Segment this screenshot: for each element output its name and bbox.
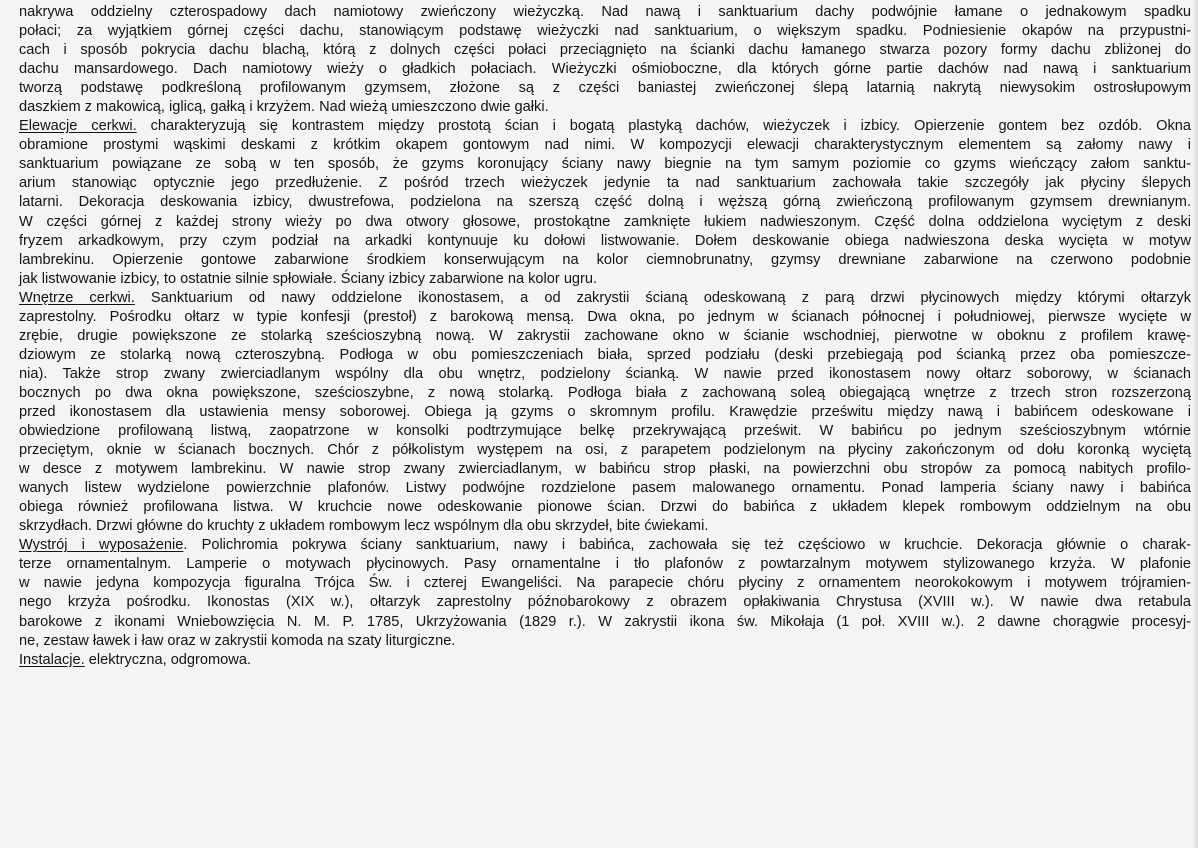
- paragraph-line: połaci; za wyjątkiem górnej części dachu, stanowiącym podstawę wieżyczki nad sanktuarium, o większym spadku. Podniesienie okapów na przypustni-: [19, 23, 1191, 40]
- section-heading: Instalacje.: [19, 651, 85, 668]
- paragraph-line: obwiedzione profilowaną listwą, zaopatrzone w konsolki podtrzymujące belkę przekrywającą prześwit. W babińcu po jednym sześcioszybnym wtórnie: [19, 423, 1191, 440]
- paragraph-line: przed ikonostasem dla ustawienia mensy soborowej. Obiega ją gzyms o skromnym profilu. Krawędzie prześwitu między nawą i babińcem odeskowane i: [19, 403, 1191, 420]
- paragraph-line: w desce z motywem lambrekinu. W nawie strop zwany zwierciadlanym, w babińcu strop płaski, na powierzchni obu stropów za pomocą nabitych profilo-: [19, 461, 1191, 478]
- paragraph-line: jak listwowanie izbicy, to ostatnie silnie spłowiałe. Ściany izbicy zabarwione na kolor ugru.: [19, 270, 598, 287]
- paragraph-line: nakrywa oddzielny czterospadowy dach namiotowy zwieńczony wieżyczką. Nad nawą i sanktuarium dachy podwójnie łamane o jednakowym spadku: [19, 4, 1191, 20]
- paragraph-line: barokowe z ikonami Wniebowzięcia N. M. P. 1785, Ukrzyżowania (1829 r.). W zakrystii ikona św. Mikołaja (1 poł. XVIII w.). 2 dawne chorągwie procesyj-: [19, 613, 1191, 630]
- paragraph-line: nego krzyża pośrodku. Ikonostas (XIX w.), ołtarzyk zaprestolny późnobarokowy z obrazem opłakiwania Chrystusa (XVIII w.). W nawie dwa retabula: [19, 594, 1191, 611]
- document-body: [19, 3, 1191, 670]
- paragraph-line: [19, 289, 1191, 308]
- page-edge-shadow: [1192, 0, 1198, 848]
- paragraph-line: latarni. Dekoracja deskowania izbicy, dwustrefowa, podzielona na szerszą część dolną i węższą górną zwieńczoną profilowanym gzymsem drewnianym.: [19, 194, 1191, 211]
- paragraph-line: dziowym ze stolarką nową czteroszybną. Podłoga w obu pomieszczeniach biała, sprzed podziału (deski przebiegają pod ścianką przez oba pomieszcze-: [19, 346, 1191, 363]
- paragraph-line: przeciętym, oknie w ścianach bocznych. Chór z półkolistym występem na osi, z parapetem podzielonym na płyciny zakończonym od dołu koronką wyciętą: [19, 442, 1191, 459]
- paragraph-line: skrzydłach. Drzwi główne do kruchty z układem rombowym lecz wspólnym dla obu skrzydeł, bite ćwiekami.: [19, 518, 709, 535]
- paragraph-text: Sanktuarium od nawy oddzielone ikonostasem, a od zakrystii ścianą odeskowaną z parą drzwi płycinowych między którymi ołtarzyk: [134, 289, 1191, 306]
- paragraph-line: nia). Także strop zwany zwierciadlanym wspólny dla obu wnętrz, podzielony ścianką. W nawie przed ikonostasem nowy ołtarz soborowy, w ścianach: [19, 365, 1191, 382]
- paragraph-line: [19, 651, 1191, 670]
- section-heading: Wystrój i wyposażenie: [19, 537, 184, 554]
- paragraph-line: W części górnej z każdej strony wieży po dwa otwory głosowe, prostokątne zamknięte łukiem nadwieszonym. Część dolna oddzielona wyciętym z deski: [19, 213, 1191, 230]
- paragraph-line: zrębie, drugie powiększone ze stolarką sześcioszybną nową. W zakrystii zachowane okno w ścianie wschodniej, pierwotne w oboknu z profilem krawę-: [19, 327, 1191, 344]
- section-intro: [19, 3, 1191, 117]
- paragraph-line: sanktuarium powiązane ze sobą w ten sposób, że gzyms koronujący ściany nawy biegnie na tym samym poziomie co gzyms wieńczący załom sanktu-: [19, 156, 1191, 173]
- paragraph-line: cach i sposób pokrycia dachu blachą, którą z dolnych części połaci przeciągnięto na ścianki dachu łamanego stwarza pozory formy dachu zbliżonej do: [19, 42, 1191, 59]
- section-heading: Elewacje cerkwi.: [19, 118, 137, 135]
- section-heading: Wnętrze cerkwi.: [19, 289, 135, 306]
- section-wystroj: [19, 536, 1191, 650]
- section-elewacje: [19, 117, 1191, 288]
- paragraph-line: terze ornamentalnym. Lamperie o motywach płycinowych. Pasy ornamentalne i tło plafonów z powtarzalnym motywem stylizowanego krzyża. W plafonie: [19, 556, 1191, 573]
- paragraph-text: elektryczna, odgromowa.: [84, 651, 252, 668]
- paragraph-line: ne, zestaw ławek i ław oraz w zakrystii komoda na szaty liturgiczne.: [19, 632, 456, 649]
- paragraph-line: daszkiem z makowicą, iglicą, gałką i krzyżem. Nad wieżą umieszczono dwie gałki.: [19, 99, 549, 116]
- paragraph-line: w nawie jedyna kompozycja figuralna Trójca Św. i czterej Ewangeliści. Na parapecie chóru płyciny z ornamentem neorokokowym i motywem trójramien-: [19, 575, 1191, 592]
- paragraph-line: arium stanowiąc optycznie jego przedłużenie. Z pośród trzech wieżyczek jedynie ta nad sanktuarium zachowała takie szczegóły jak płyciny ślepych: [19, 175, 1191, 192]
- paragraph-text: charakteryzują się kontrastem między prostotą ścian i bogatą plastyką dachów, wieżyczek i izbicy. Opierzenie gontem bez ozdób. Okna: [136, 118, 1191, 135]
- paragraph-line: obramione prostymi wąskimi deskami z krótkim okapem gontowym nad nimi. W kompozycji elewacji charakterystycznym elementem są załomy nawy i: [19, 137, 1191, 154]
- section-wnetrze: [19, 289, 1191, 537]
- paragraph-line: [19, 536, 1191, 555]
- paragraph-text: . Polichromia pokrywa ściany sanktuarium, nawy i babińca, zachowała się też częściowo w kruchcie. Dekoracja głównie o charak-: [183, 537, 1192, 554]
- paragraph-line: wanych listew wydzielone powierzchnie plafonów. Listwy podwójne rozdzielone pasem malowanego ornamentu. Ponad lamperia ściany nawy i babińca: [19, 480, 1191, 497]
- paragraph-line: zaprestolny. Pośrodku ołtarz w typie konfesji (prestoł) z barokową mensą. Dwa okna, po jednym w ścianach północnej i południowej, pierwsze wycięte w: [19, 308, 1191, 325]
- paragraph-line: dachu mansardowego. Dach namiotowy wieży o gładkich połaciach. Wieżyczki ośmioboczne, dla których górne partie dachów nad nawą i sanktuarium: [19, 61, 1191, 78]
- section-instalacje: [19, 651, 1191, 670]
- paragraph-line: lambrekinu. Opierzenie gontowe zabarwione środkiem konserwującym na kolor ciemnobrunatny, gzymsy drewniane zabarwione na czerwono podobnie: [19, 251, 1191, 268]
- paragraph-line: bocznych po dwa okna powiększone, sześcioszybne, z nową stolarką. Podłoga biała z zachowaną soleą obiegającą wnętrze z trzech stron rozszerzoną: [19, 384, 1191, 401]
- paragraph-line: obiega również profilowana listwa. W kruchcie nowe odeskowanie pionowe ścian. Drzwi do babińca z układem klepek rombowym oddzielnym na obu: [19, 499, 1191, 516]
- paragraph-line: fryzem arkadkowym, przy czym podział na arkadki kontynuuje ku dołowi listwowanie. Dołem deskowanie obiega nadwieszona deska wycięta w motyw: [19, 232, 1191, 249]
- paragraph-line: [19, 117, 1191, 136]
- paragraph-line: tworzą podstawę podkreśloną profilowanym gzymsem, złożone są z części baniastej zwieńczonej ślepą latarnią nakrytą niewysokim ostrosłupowym: [19, 80, 1191, 97]
